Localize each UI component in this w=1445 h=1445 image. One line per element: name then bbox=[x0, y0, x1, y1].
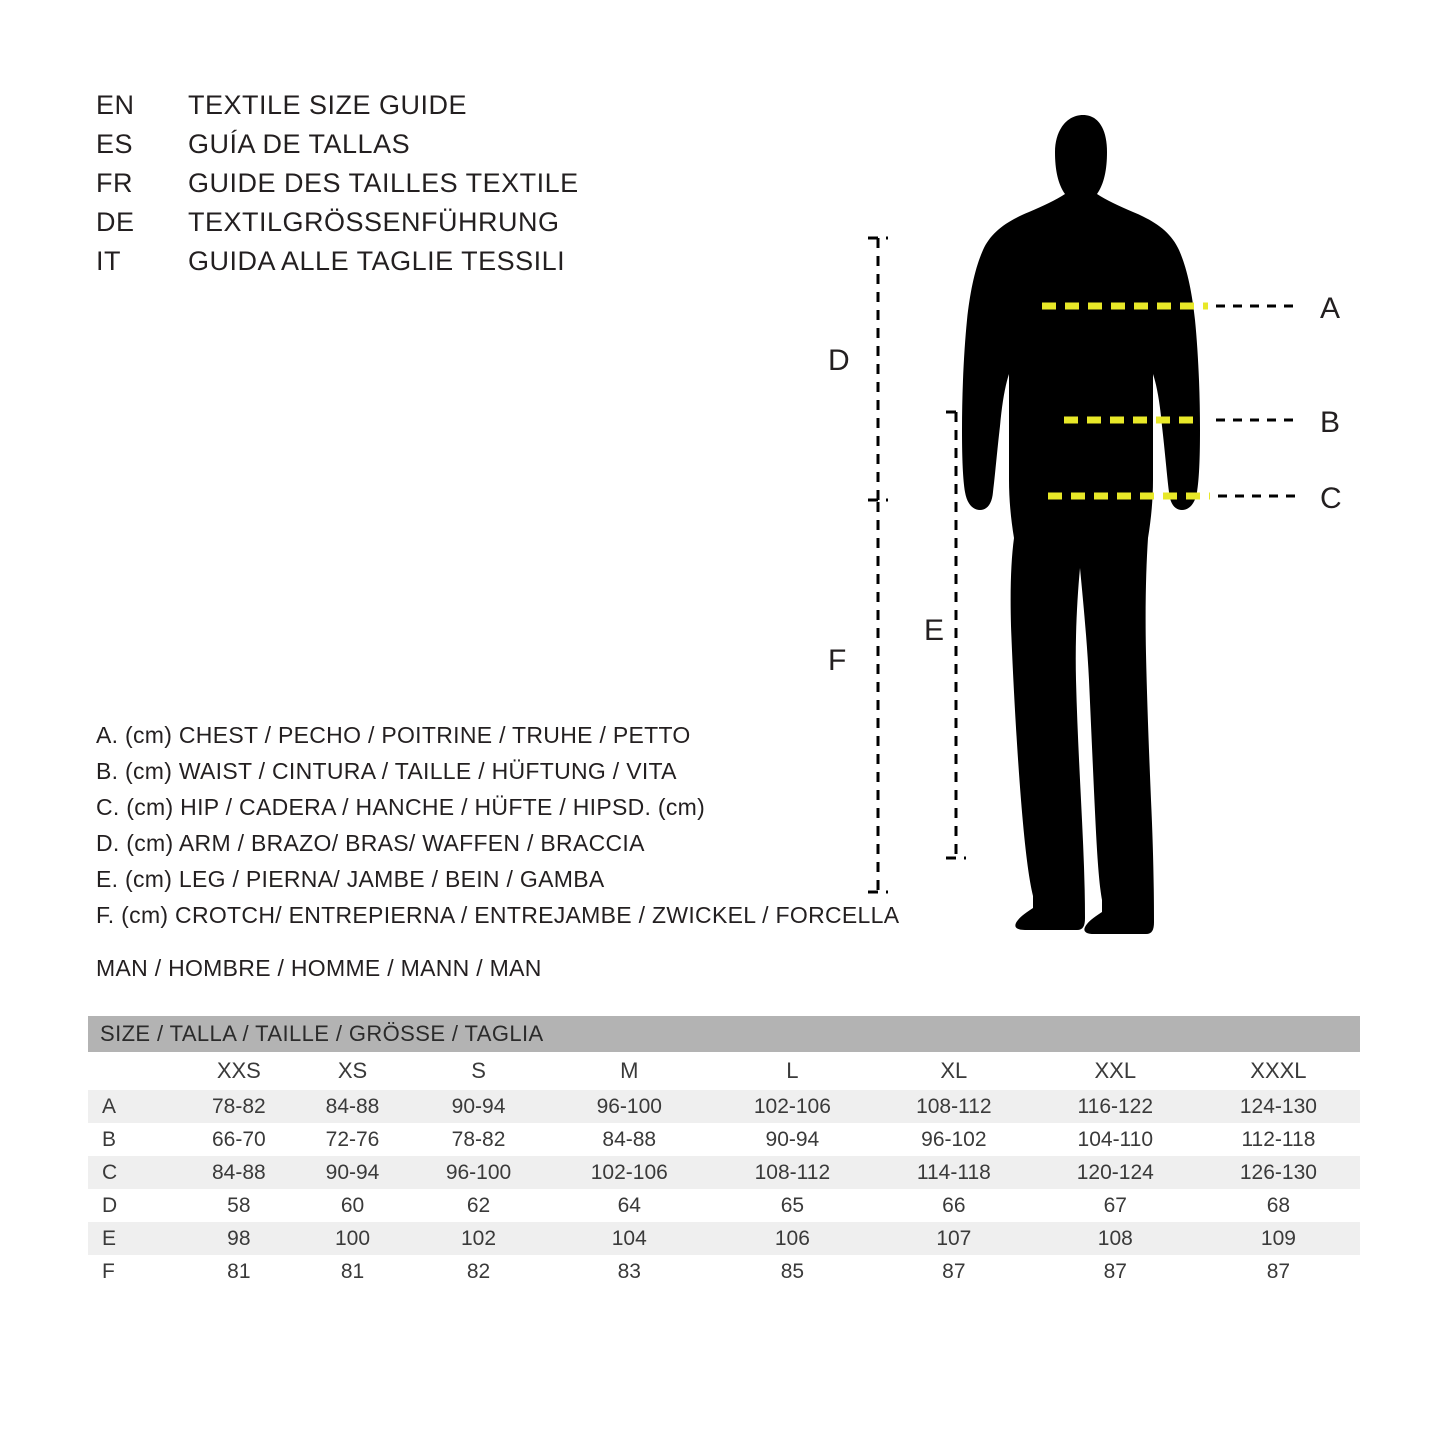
cell: 96-102 bbox=[874, 1123, 1034, 1156]
cell: 68 bbox=[1197, 1189, 1360, 1222]
title-lang-de: DE bbox=[96, 207, 135, 237]
title-block bbox=[96, 90, 736, 285]
cell: 112-118 bbox=[1197, 1123, 1360, 1156]
male-silhouette-icon bbox=[962, 115, 1200, 934]
size-col-xxs: XXS bbox=[182, 1052, 296, 1090]
size-col-l: L bbox=[711, 1052, 874, 1090]
title-row bbox=[96, 207, 736, 246]
row-label-c: C bbox=[88, 1156, 182, 1189]
title-text-fr: GUIDE DES TAILLES TEXTILE bbox=[188, 168, 579, 198]
cell: 81 bbox=[182, 1255, 296, 1288]
size-col-xl: XL bbox=[874, 1052, 1034, 1090]
cell: 126-130 bbox=[1197, 1156, 1360, 1189]
cell: 83 bbox=[548, 1255, 711, 1288]
cell: 65 bbox=[711, 1189, 874, 1222]
callout-label-c: C bbox=[1320, 482, 1342, 515]
title-row bbox=[96, 129, 736, 168]
cell: 67 bbox=[1034, 1189, 1197, 1222]
cell: 85 bbox=[711, 1255, 874, 1288]
title-lang-it: IT bbox=[96, 246, 121, 276]
cell: 108-112 bbox=[874, 1090, 1034, 1123]
legend-block bbox=[96, 722, 900, 938]
callout-label-f: F bbox=[828, 644, 847, 677]
cell: 116-122 bbox=[1034, 1090, 1197, 1123]
cell: 96-100 bbox=[409, 1156, 547, 1189]
legend-item-f: F. (cm) CROTCH/ ENTREPIERNA / ENTREJAMBE / ZWICKEL / FORCELLA bbox=[96, 902, 900, 928]
cell: 58 bbox=[182, 1189, 296, 1222]
cell: 66-70 bbox=[182, 1123, 296, 1156]
row-label-b: B bbox=[88, 1123, 182, 1156]
body-measurement-diagram bbox=[820, 60, 1400, 960]
cell: 108 bbox=[1034, 1222, 1197, 1255]
title-text-de: TEXTILGRÖSSENFÜHRUNG bbox=[188, 207, 560, 237]
cell: 107 bbox=[874, 1222, 1034, 1255]
callout-label-a: A bbox=[1320, 292, 1341, 325]
cell: 84-88 bbox=[182, 1156, 296, 1189]
gender-label: MAN / HOMBRE / HOMME / MANN / MAN bbox=[96, 955, 542, 981]
row-label-d: D bbox=[88, 1189, 182, 1222]
cell: 60 bbox=[296, 1189, 410, 1222]
callout-label-b: B bbox=[1320, 406, 1341, 439]
row-label-a: A bbox=[88, 1090, 182, 1123]
title-row bbox=[96, 90, 736, 129]
cell: 84-88 bbox=[548, 1123, 711, 1156]
table-row bbox=[88, 1090, 1360, 1123]
table-header-label: SIZE / TALLA / TAILLE / GRÖSSE / TAGLIA bbox=[88, 1016, 1360, 1052]
callout-label-e: E bbox=[924, 614, 945, 647]
cell: 102-106 bbox=[548, 1156, 711, 1189]
cell: 64 bbox=[548, 1189, 711, 1222]
title-row bbox=[96, 168, 736, 207]
callout-label-d: D bbox=[828, 344, 850, 377]
size-col-xxxl: XXXL bbox=[1197, 1052, 1360, 1090]
cell: 62 bbox=[409, 1189, 547, 1222]
title-lang-fr: FR bbox=[96, 168, 133, 198]
legend-item-d: D. (cm) ARM / BRAZO/ BRAS/ WAFFEN / BRACCIA bbox=[96, 830, 645, 856]
table-sizes-row bbox=[88, 1052, 1360, 1090]
table-row bbox=[88, 1123, 1360, 1156]
row-label-e: E bbox=[88, 1222, 182, 1255]
title-text-en: TEXTILE SIZE GUIDE bbox=[188, 90, 468, 120]
size-col-xs: XS bbox=[296, 1052, 410, 1090]
cell: 102 bbox=[409, 1222, 547, 1255]
cell: 78-82 bbox=[182, 1090, 296, 1123]
cell: 87 bbox=[1034, 1255, 1197, 1288]
cell: 120-124 bbox=[1034, 1156, 1197, 1189]
cell: 114-118 bbox=[874, 1156, 1034, 1189]
cell: 78-82 bbox=[409, 1123, 547, 1156]
title-row bbox=[96, 246, 736, 285]
cell: 87 bbox=[1197, 1255, 1360, 1288]
cell: 106 bbox=[711, 1222, 874, 1255]
cell: 90-94 bbox=[711, 1123, 874, 1156]
size-col-m: M bbox=[548, 1052, 711, 1090]
cell: 109 bbox=[1197, 1222, 1360, 1255]
title-text-it: GUIDA ALLE TAGLIE TESSILI bbox=[188, 246, 566, 276]
cell: 96-100 bbox=[548, 1090, 711, 1123]
legend-item-e: E. (cm) LEG / PIERNA/ JAMBE / BEIN / GAMBA bbox=[96, 866, 605, 892]
cell: 100 bbox=[296, 1222, 410, 1255]
cell: 90-94 bbox=[296, 1156, 410, 1189]
cell: 124-130 bbox=[1197, 1090, 1360, 1123]
title-text-es: GUÍA DE TALLAS bbox=[188, 129, 411, 159]
cell: 102-106 bbox=[711, 1090, 874, 1123]
table-row bbox=[88, 1156, 1360, 1189]
cell: 66 bbox=[874, 1189, 1034, 1222]
table-header-row bbox=[88, 1016, 1360, 1052]
sizes-row-blank bbox=[88, 1052, 182, 1090]
row-label-f: F bbox=[88, 1255, 182, 1288]
cell: 72-76 bbox=[296, 1123, 410, 1156]
figure-area bbox=[820, 60, 1400, 960]
table-row bbox=[88, 1255, 1360, 1288]
cell: 104-110 bbox=[1034, 1123, 1197, 1156]
cell: 87 bbox=[874, 1255, 1034, 1288]
size-col-xxl: XXL bbox=[1034, 1052, 1197, 1090]
title-lang-es: ES bbox=[96, 129, 134, 159]
table-row bbox=[88, 1222, 1360, 1255]
legend-item-c: C. (cm) HIP / CADERA / HANCHE / HÜFTE / HIPSD. (cm) bbox=[96, 794, 706, 820]
cell: 84-88 bbox=[296, 1090, 410, 1123]
table-row bbox=[88, 1189, 1360, 1222]
cell: 104 bbox=[548, 1222, 711, 1255]
legend-item-b: B. (cm) WAIST / CINTURA / TAILLE / HÜFTUNG / VITA bbox=[96, 758, 677, 784]
cell: 82 bbox=[409, 1255, 547, 1288]
title-lang-en: EN bbox=[96, 90, 135, 120]
cell: 90-94 bbox=[409, 1090, 547, 1123]
cell: 108-112 bbox=[711, 1156, 874, 1189]
cell: 81 bbox=[296, 1255, 410, 1288]
size-col-s: S bbox=[409, 1052, 547, 1090]
legend-item-a: A. (cm) CHEST / PECHO / POITRINE / TRUHE / PETTO bbox=[96, 722, 691, 748]
cell: 98 bbox=[182, 1222, 296, 1255]
callout-leaders bbox=[1216, 306, 1298, 496]
size-table bbox=[88, 1016, 1360, 1288]
